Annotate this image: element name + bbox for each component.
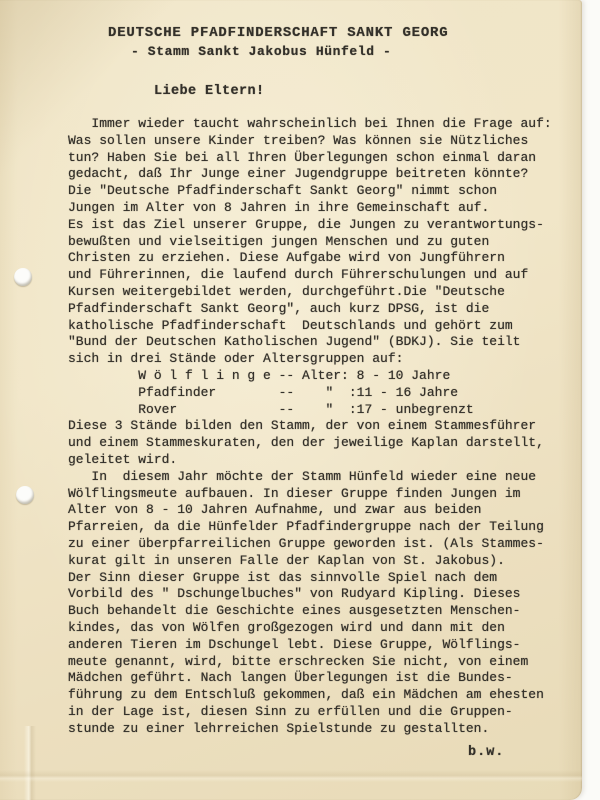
text-line: Was sollen unsere Kinder treiben? Was können sie Nützliches bbox=[68, 132, 529, 148]
text-line: W ö l f l i n g e -- Alter: 8 - 10 Jahre bbox=[68, 367, 451, 383]
text-line: sich in drei Stände oder Altersgruppen auf: bbox=[68, 351, 404, 367]
text-line: Mädchen geführt. Nach langen Überlegungen ist die Bundes- bbox=[68, 670, 513, 686]
text-line: Vorbild des " Dschungelbuches" von Rudyard Kipling. Dieses bbox=[68, 586, 521, 602]
paper-fold bbox=[0, 770, 582, 782]
text-line: Pfarreien, da die Hünfelder Pfadfindergruppe nach der Teilung bbox=[68, 519, 544, 535]
text-line: geleitet wird. bbox=[68, 451, 178, 467]
text-line: stunde zu einer lehrreichen Spielstunde zu gestallten. bbox=[68, 720, 490, 736]
org-subtitle: - Stamm Sankt Jakobus Hünfeld - bbox=[131, 44, 392, 59]
text-line: in der Lage ist, diesen Sinn zu erfüllen und die Gruppen- bbox=[68, 703, 513, 719]
text-line: führung zu dem Entschluß gekommen, daß ein Mädchen am ehesten bbox=[68, 687, 544, 703]
text-line: Diese 3 Stände bilden den Stamm, der von einem Stammesführer bbox=[68, 418, 537, 434]
text-line: "Bund der Deutschen Katholischen Jugend" (BDKJ). Sie teilt bbox=[68, 334, 521, 350]
text-line: und Führerinnen, die laufend durch Führerschulungen und auf bbox=[68, 267, 529, 283]
text-line: zu einer überpfarreilichen Gruppe geworden ist. (Als Stammes- bbox=[68, 535, 544, 551]
salutation: Liebe Eltern! bbox=[154, 84, 265, 99]
text-line: Immer wieder taucht wahrscheinlich bei Ihnen die Frage auf: bbox=[68, 116, 552, 131]
text-line: Alter von 8 - 10 Jahren Aufnahme, und zwar aus beiden bbox=[68, 502, 482, 518]
text-line: kurat gilt in unseren Falle der Kaplan von St. Jakobus). bbox=[68, 552, 505, 568]
paper-crease bbox=[24, 726, 36, 800]
text-line: meute genannt, wird, bitte erschrecken Sie nicht, von einem bbox=[68, 653, 529, 669]
punch-hole-top bbox=[14, 268, 32, 286]
closing-note: b.w. bbox=[468, 745, 505, 760]
text-line: Wölflingsmeute aufbauen. In dieser Gruppe finden Jungen im bbox=[68, 485, 521, 501]
text-line: gedacht, daß Ihr Junge einer Jugendgruppe beitreten könnte? bbox=[68, 166, 529, 182]
text-line: Die "Deutsche Pfadfinderschaft Sankt Georg" nimmt schon bbox=[68, 183, 498, 199]
text-line: bewußten und vielseitigen jungen Menschen und zu guten bbox=[68, 233, 490, 249]
text-line: Buch behandelt die Geschichte eines ausgesetzten Menschen- bbox=[68, 603, 521, 619]
text-line: Rover -- " :17 - unbegrenzt bbox=[68, 401, 474, 417]
text-line: und einem Stammeskuraten, den der jeweilige Kaplan darstellt, bbox=[68, 435, 544, 451]
text-line: anderen Tieren im Dschungel lebt. Diese Gruppe, Wölflings- bbox=[68, 636, 521, 652]
text-line: Pfadfinder -- " :11 - 16 Jahre bbox=[68, 384, 459, 400]
text-line: Christen zu erziehen. Diese Aufgabe wird von Jungführern bbox=[68, 250, 505, 266]
text-line: Der Sinn dieser Gruppe ist das sinnvolle Spiel nach dem bbox=[68, 569, 498, 585]
text-line: Jungen im Alter von 8 Jahren in ihre Gemeinschaft auf. bbox=[68, 199, 490, 215]
text-line: Pfadfinderschaft Sankt Georg", auch kurz DPSG, ist die bbox=[68, 300, 490, 316]
org-title: DEUTSCHE PFADFINDERSCHAFT SANKT GEORG bbox=[108, 25, 449, 41]
text-line: tun? Haben Sie bei all Ihren Überlegungen schon einmal daran bbox=[68, 149, 537, 165]
text-line: kindes, das von Wölfen großgezogen wird und dann mit den bbox=[68, 619, 505, 635]
letter-body bbox=[68, 116, 568, 737]
text-line: Es ist das Ziel unserer Gruppe, die Jungen zu verantwortungs- bbox=[68, 216, 544, 232]
text-line: katholische Pfadfinderschaft Deutschlands und gehört zum bbox=[68, 317, 513, 333]
punch-hole-bottom bbox=[16, 486, 34, 504]
text-line: Kursen weitergebildet werden, durchgeführt.Die "Deutsche bbox=[68, 283, 505, 299]
text-line: In diesem Jahr möchte der Stamm Hünfeld wieder eine neue bbox=[68, 468, 537, 484]
